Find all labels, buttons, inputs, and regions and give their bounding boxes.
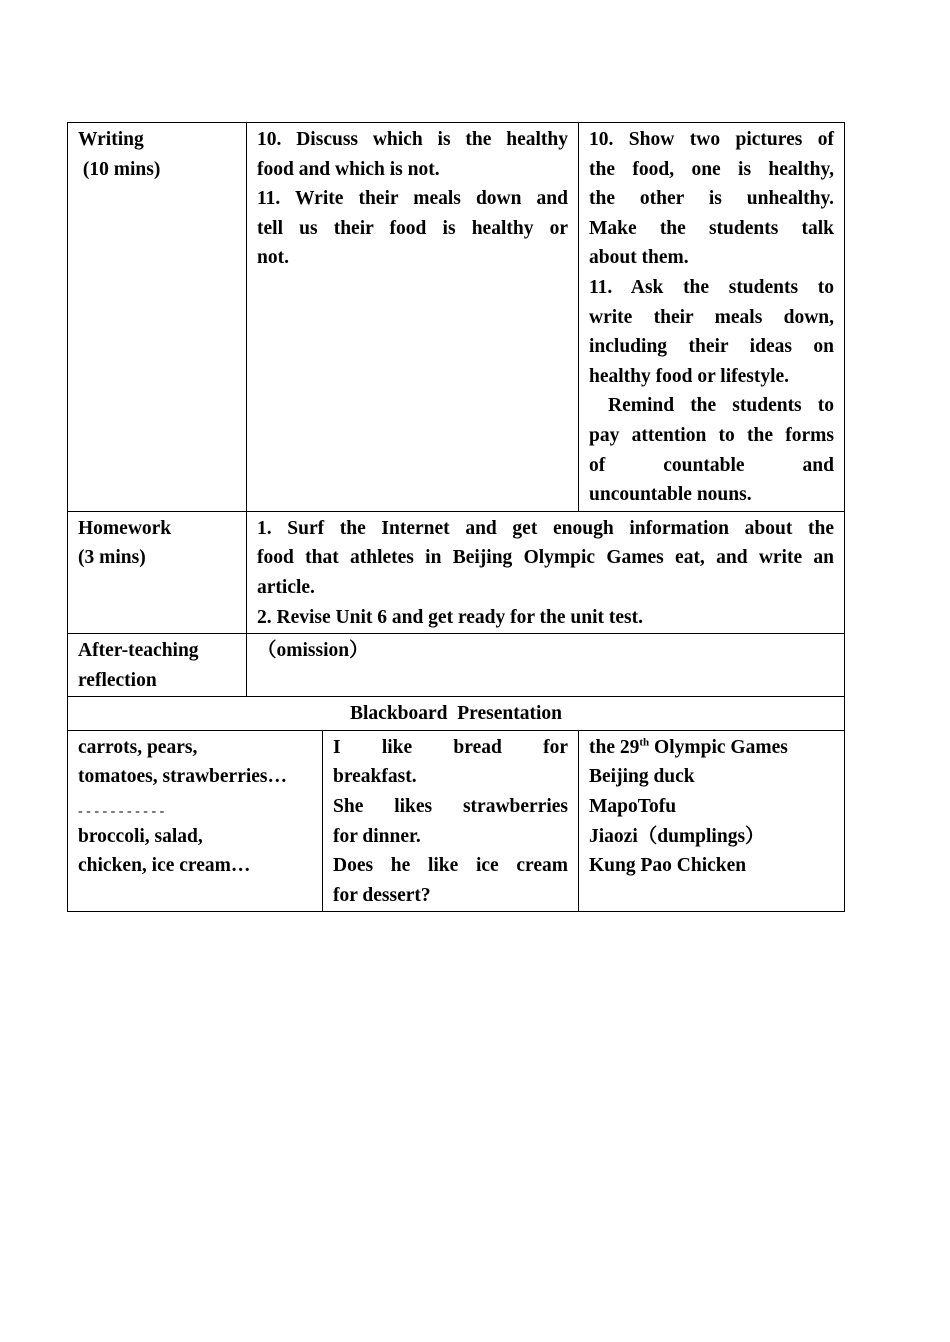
blackboard-right-line4: Jiaozi（dumplings） (589, 825, 765, 847)
blackboard-middle-cell (323, 730, 579, 912)
blackboard-right-line2: Beijing duck (589, 766, 695, 788)
teacher-item10-line5: about them. (589, 247, 689, 269)
teacher-item11-line3: including their ideas on (589, 336, 834, 358)
blackboard-content-row (68, 730, 845, 912)
blackboard-dashed-divider: - - - - - - - - - - - (78, 804, 165, 820)
blackboard-middle-line4: for dinner. (333, 825, 421, 847)
blackboard-right-line1: the 29th Olympic Games (589, 736, 788, 758)
writing-stage-duration: (10 mins) (78, 158, 161, 180)
blackboard-right-line3: MapoTofu (589, 796, 677, 818)
blackboard-left-line2: tomatoes, strawberries… (78, 766, 288, 788)
teacher-remind-line2: pay attention to the forms (589, 424, 834, 446)
student-item11-line1: 11. Write their meals down and (257, 188, 568, 210)
homework-task2: 2. Revise Unit 6 and get ready for the unit test. (257, 606, 644, 628)
homework-row (68, 511, 845, 633)
teacher-item11-line4: healthy food or lifestyle. (589, 365, 790, 387)
reflection-stage-subtitle: reflection (78, 669, 157, 691)
teacher-remind-line1: Remind the students to (608, 395, 834, 417)
reflection-row (68, 634, 845, 697)
blackboard-middle-line1: I like bread for (333, 736, 568, 758)
blackboard-right-cell (579, 730, 845, 912)
homework-content-cell (247, 511, 845, 633)
writing-student-activity-cell (247, 123, 579, 512)
teacher-item11-line2: write their meals down, (589, 306, 834, 328)
blackboard-left-line3: broccoli, salad, (78, 825, 203, 847)
student-item10-line2: food and which is not. (257, 158, 440, 180)
student-item11-line2: tell us their food is healthy or (257, 217, 568, 239)
teacher-remind-line4: uncountable nouns. (589, 484, 752, 506)
reflection-content-cell (247, 634, 845, 697)
writing-teacher-activity-cell (579, 123, 845, 512)
teacher-remind-line3: of countable and (589, 454, 834, 476)
teacher-item10-line2: the food, one is healthy, (589, 158, 834, 180)
teacher-item10-line1: 10. Show two pictures of (589, 129, 834, 150)
homework-stage-cell (68, 511, 247, 633)
blackboard-left-cell (68, 730, 323, 912)
reflection-stage-title: After-teaching (78, 640, 199, 662)
blackboard-heading-row (68, 697, 845, 731)
blackboard-right-line5: Kung Pao Chicken (589, 855, 747, 877)
blackboard-middle-line2: breakfast. (333, 766, 417, 788)
blackboard-left-line1: carrots, pears, (78, 736, 198, 758)
blackboard-middle-line6: for dessert? (333, 884, 431, 906)
teacher-item11-line1: 11. Ask the students to (589, 276, 834, 298)
homework-task1-line1: 1. Surf the Internet and get enough information about the (257, 517, 834, 539)
teacher-item10-line4: Make the students talk (589, 217, 834, 239)
blackboard-middle-line3: She likes strawberries (333, 796, 568, 818)
writing-row (68, 123, 845, 512)
homework-task1-line2: food that athletes in Beijing Olympic Games eat, and write an (257, 547, 834, 569)
reflection-stage-cell (68, 634, 247, 697)
blackboard-heading: Blackboard Presentation (68, 697, 845, 731)
homework-task1-line3: article. (257, 576, 315, 598)
student-item11-line3: not. (257, 247, 289, 269)
writing-stage-title: Writing (78, 129, 144, 150)
blackboard-middle-line5: Does he like ice cream (333, 855, 568, 877)
blackboard-left-line4: chicken, ice cream… (78, 855, 251, 877)
lesson-plan-table (67, 122, 845, 912)
homework-stage-duration: (3 mins) (78, 547, 146, 569)
homework-stage-title: Homework (78, 517, 172, 539)
writing-stage-cell (68, 123, 247, 512)
teacher-item10-line3: the other is unhealthy. (589, 188, 834, 210)
student-item10-line1: 10. Discuss which is the healthy (257, 129, 568, 150)
reflection-content: （omission） (257, 640, 369, 662)
